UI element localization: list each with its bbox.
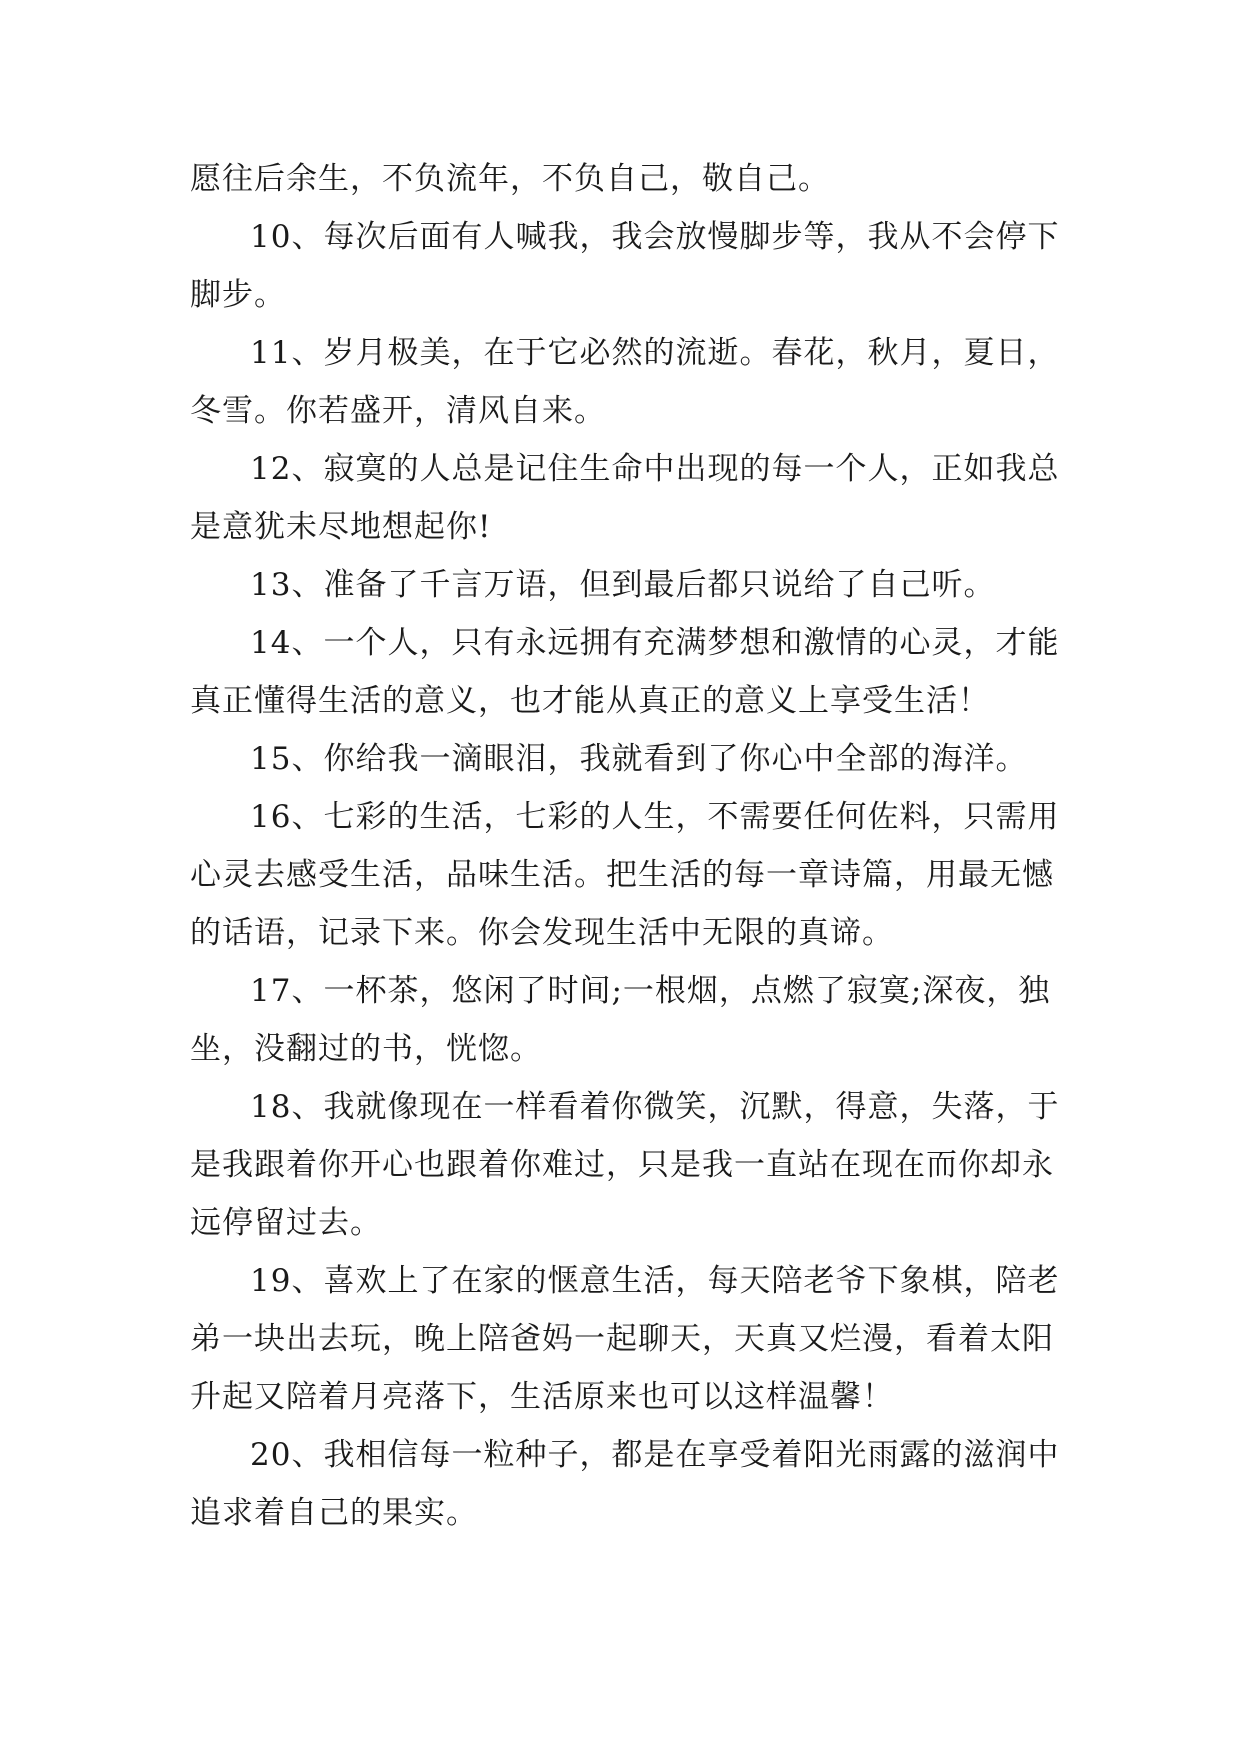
paragraph-17: 17、一杯茶，悠闲了时间;一根烟，点燃了寂寞;深夜，独坐，没翻过的书，恍惚。 xyxy=(190,973,1051,1067)
paragraph-14: 14、一个人，只有永远拥有充满梦想和激情的心灵，才能真正懂得生活的意义，也才能从真正的意义上享受生活！ xyxy=(190,625,1060,719)
paragraph-12: 12、寂寞的人总是记住生命中出现的每一个人，正如我总是意犹未尽地想起你! xyxy=(190,451,1060,545)
paragraph-20: 20、我相信每一粒种子，都是在享受着阳光雨露的滋润中追求着自己的果实。 xyxy=(190,1437,1060,1531)
document-body xyxy=(190,150,1060,1542)
paragraph-10: 10、每次后面有人喊我，我会放慢脚步等，我从不会停下脚步。 xyxy=(190,219,1060,313)
paragraph-13: 13、准备了千言万语，但到最后都只说给了自己听。 xyxy=(250,567,996,603)
paragraph-15: 15、你给我一滴眼泪，我就看到了你心中全部的海洋。 xyxy=(250,741,1028,777)
paragraph-16: 16、七彩的生活，七彩的人生，不需要任何佐料，只需用心灵去感受生活，品味生活。把生活的每一章诗篇，用最无憾的话语，记录下来。你会发现生活中无限的真谛。 xyxy=(190,799,1060,951)
paragraph-19: 19、喜欢上了在家的惬意生活，每天陪老爷下象棋，陪老弟一块出去玩，晚上陪爸妈一起聊天，天真又烂漫，看着太阳升起又陪着月亮落下，生活原来也可以这样温馨！ xyxy=(190,1263,1060,1415)
paragraph-continuation: 愿往后余生，不负流年，不负自己，敬自己。 xyxy=(190,161,830,197)
paragraph-18: 18、我就像现在一样看着你微笑，沉默，得意，失落，于是我跟着你开心也跟着你难过，只是我一直站在现在而你却永远停留过去。 xyxy=(190,1089,1060,1241)
paragraph-11: 11、岁月极美，在于它必然的流逝。春花，秋月，夏日，冬雪。你若盛开，清风自来。 xyxy=(190,335,1060,429)
